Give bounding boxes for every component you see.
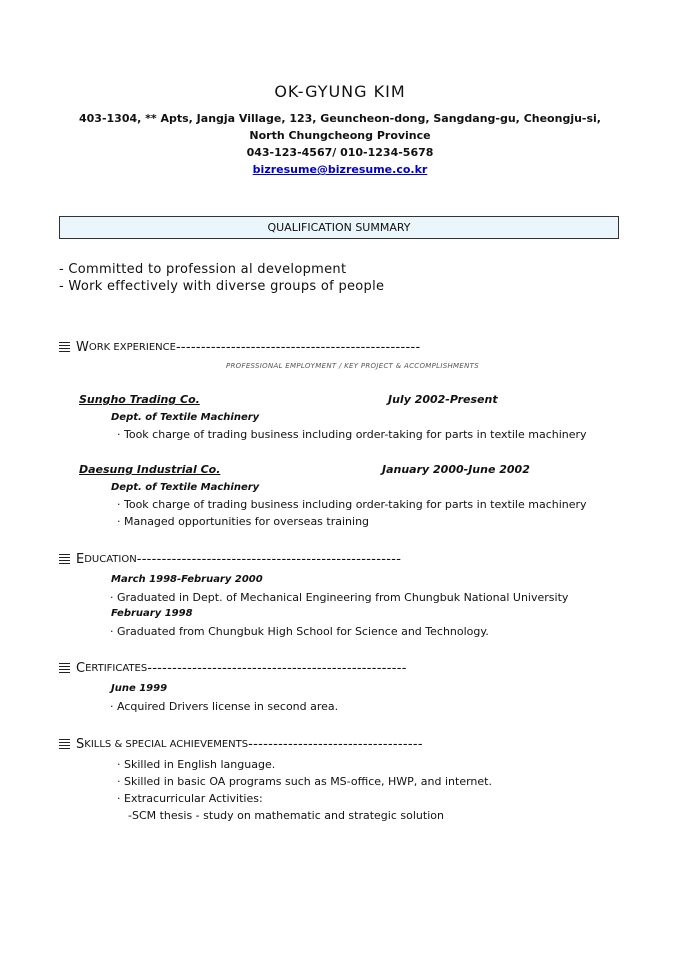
section-marker-icon bbox=[59, 663, 70, 674]
email-line bbox=[0, 163, 680, 176]
job-duty: · Took charge of trading business including order-taking for parts in textile machinery bbox=[117, 498, 587, 511]
heading-rest: ORK EXPERIENCE bbox=[88, 342, 176, 353]
work-experience-heading bbox=[59, 340, 421, 355]
skill-item: · Skilled in English language. bbox=[117, 758, 276, 771]
skill-item: -SCM thesis - study on mathematic and strategic solution bbox=[128, 809, 444, 822]
job-period: January 2000-June 2002 bbox=[382, 463, 530, 476]
job-duty: · Took charge of trading business including order-taking for parts in textile machinery bbox=[117, 428, 587, 441]
education-heading bbox=[59, 552, 401, 567]
heading-dashes: ----------------------------------------------------- bbox=[136, 552, 402, 567]
work-subtitle: PROFESSIONAL EMPLOYMENT / KEY PROJECT & ACCOMPLISHMENTS bbox=[226, 362, 479, 370]
skills-heading bbox=[59, 737, 423, 752]
address-line-1: 403-1304, ** Apts, Jangja Village, 123, Geuncheon-dong, Sangdang-gu, Cheongju-si, bbox=[79, 112, 601, 125]
job-period: July 2002-Present bbox=[388, 393, 498, 406]
heading-rest: ERTIFICATES bbox=[85, 663, 148, 674]
heading-initial: W bbox=[76, 340, 89, 355]
section-marker-icon bbox=[59, 342, 70, 353]
company-name: Sungho Trading Co. bbox=[79, 393, 200, 406]
job-department: Dept. of Textile Machinery bbox=[111, 412, 260, 423]
qualification-summary-title: QUALIFICATION SUMMARY bbox=[267, 221, 411, 234]
certificate-text: · Acquired Drivers license in second area. bbox=[110, 700, 339, 713]
qualification-item: - Committed to profession al development bbox=[59, 262, 347, 277]
heading-rest: DUCATION bbox=[84, 554, 137, 565]
heading-initial: S bbox=[76, 737, 85, 752]
section-marker-icon bbox=[59, 739, 70, 750]
skill-item: · Extracurricular Activities: bbox=[117, 792, 263, 805]
education-period: March 1998-February 2000 bbox=[111, 574, 263, 585]
qualification-summary-box bbox=[59, 216, 619, 239]
qualification-item: - Work effectively with diverse groups of people bbox=[59, 279, 385, 294]
heading-dashes: ------------------------------------------------- bbox=[175, 340, 421, 355]
education-text: · Graduated from Chungbuk High School for Science and Technology. bbox=[110, 625, 489, 638]
heading-initial: C bbox=[76, 661, 86, 676]
section-marker-icon bbox=[59, 554, 70, 565]
certificate-period: June 1999 bbox=[111, 683, 168, 694]
phone-numbers: 043-123-4567/ 010-1234-5678 bbox=[246, 146, 434, 159]
heading-initial: E bbox=[76, 552, 85, 567]
applicant-name: OK-GYUNG KIM bbox=[274, 82, 406, 101]
heading-dashes: ---------------------------------------------------- bbox=[147, 661, 407, 676]
company-name: Daesung Industrial Co. bbox=[79, 463, 221, 476]
address-line-2: North Chungcheong Province bbox=[249, 129, 431, 142]
heading-dashes: ----------------------------------- bbox=[248, 737, 423, 752]
job-department: Dept. of Textile Machinery bbox=[111, 482, 260, 493]
job-duty: · Managed opportunities for overseas training bbox=[117, 515, 370, 528]
email-link[interactable]: bizresume@bizresume.co.kr bbox=[252, 163, 428, 176]
education-period: February 1998 bbox=[111, 608, 193, 619]
certificates-heading bbox=[59, 661, 407, 676]
skill-item: · Skilled in basic OA programs such as MS-office, HWP, and internet. bbox=[117, 775, 492, 788]
heading-rest: KILLS & SPECIAL ACHIEVEMENTS bbox=[84, 739, 249, 750]
education-text: · Graduated in Dept. of Mechanical Engineering from Chungbuk National University bbox=[110, 591, 569, 604]
